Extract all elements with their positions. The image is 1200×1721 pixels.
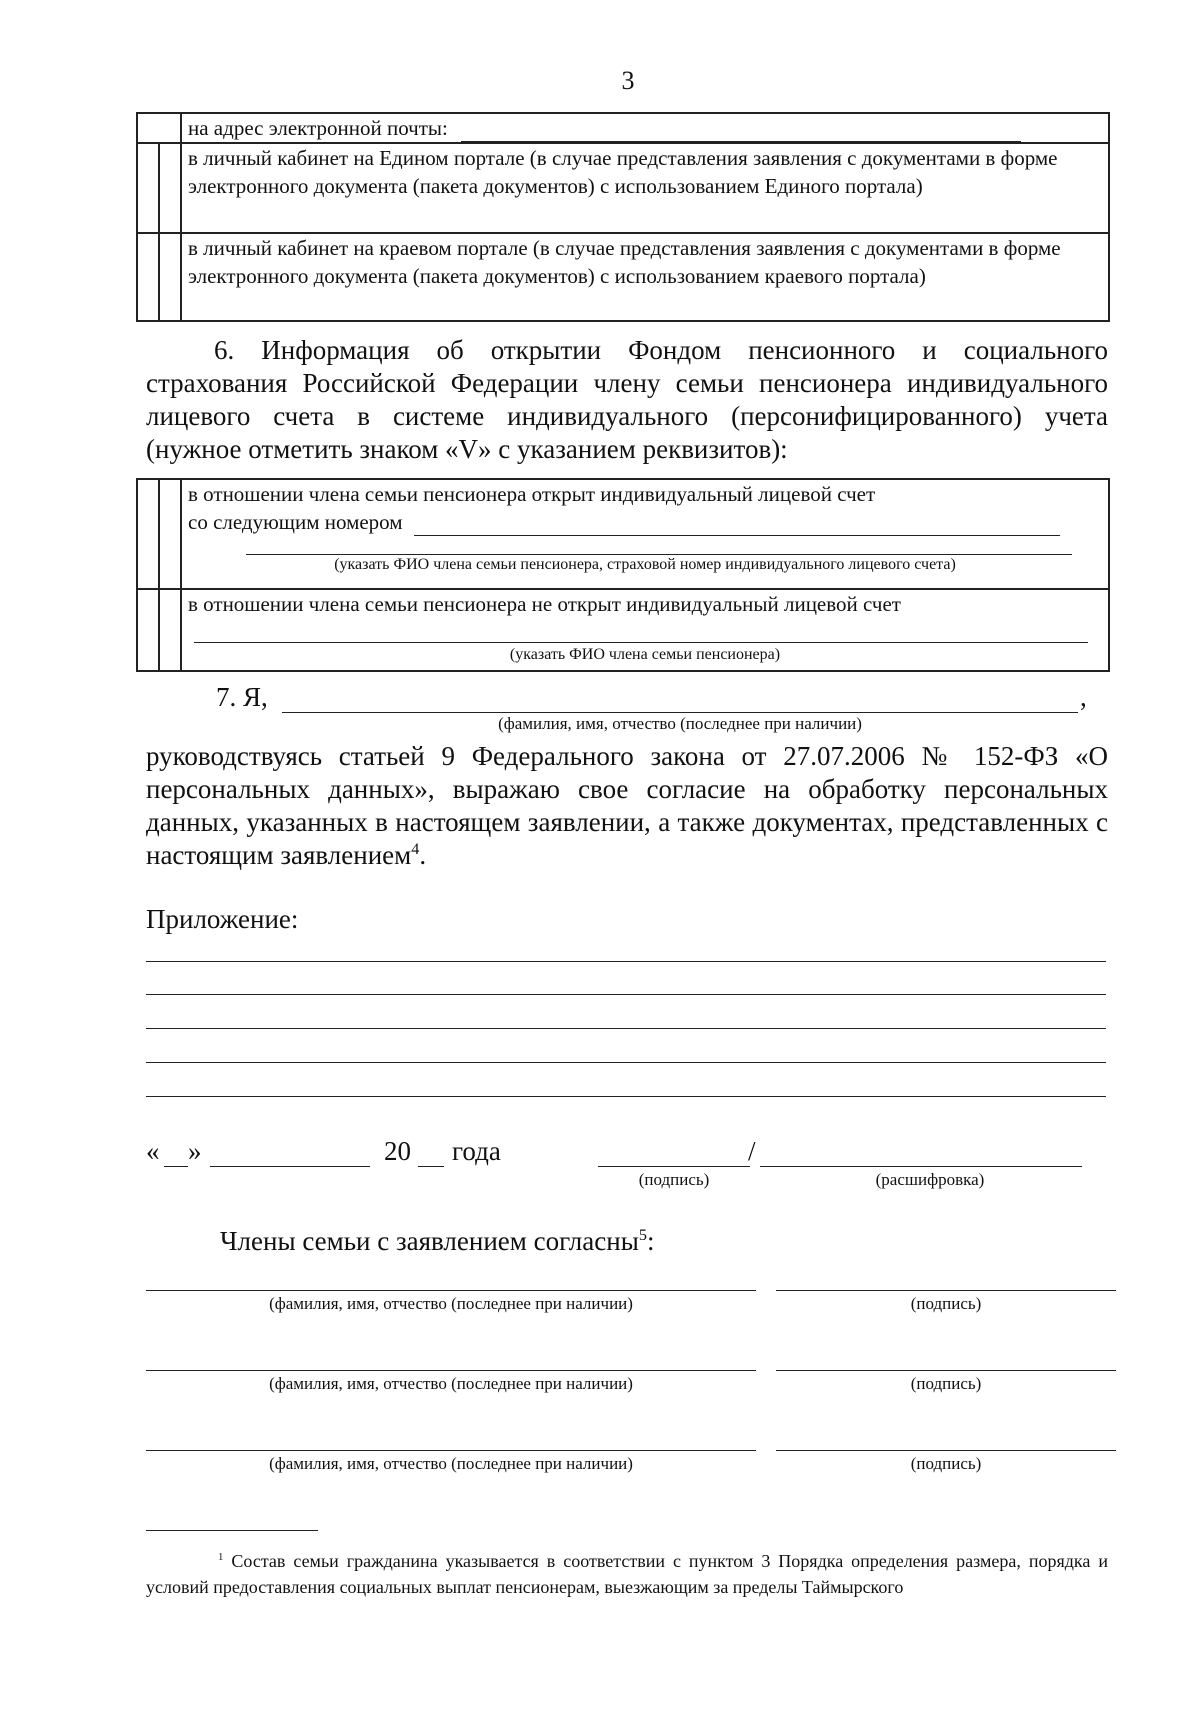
year-suffix: года [452,1136,501,1166]
section-7-comma: , [1080,682,1087,712]
account-not-open-label: в отношении члена семьи пенсионера не открыт индивидуальный лицевой счет [188,592,901,616]
date-day-field[interactable] [164,1166,188,1167]
consent-paragraph [146,740,1108,872]
account-number-field[interactable] [414,535,1060,536]
table-row [137,143,1109,233]
family-sign-field-1[interactable] [776,1290,1116,1291]
delivery-option-email [181,113,1109,143]
table-row [137,479,1109,589]
account-table [136,478,1110,672]
checkbox-cell[interactable] [137,233,181,321]
page-number: 3 [621,66,635,95]
family-name-field-3[interactable] [146,1450,756,1451]
family-sign-field-3[interactable] [776,1450,1116,1451]
table-row [137,233,1109,321]
table-row [137,589,1109,671]
family-name-field-1[interactable] [146,1290,756,1291]
family-name-field-2[interactable] [146,1370,756,1371]
section-6-text: 6. Информация об открытии Фондом пенсионного и социального страхования Российской Федерации члену семьи пенсионера индивидуального лицевого счета в системе индивидуального (персонифицированного) учета (нужное отметить знаком «V» с указанием реквизитов): [146,335,1108,464]
account-not-open-caption: (указать ФИО члена семьи пенсионера) [509,646,781,663]
checkbox-cell[interactable] [137,589,181,671]
signature-caption: (подпись) [638,1170,710,1189]
attachment-line-5[interactable] [146,1096,1106,1097]
email-field[interactable] [461,141,1021,142]
decode-caption: (расшифровка) [875,1170,985,1189]
footnote-ref-5: 5 [638,1226,647,1244]
delivery-option-regional-portal: в личный кабинет на краевом портале (в случае представления заявления с документами в форме электронного документа (пакета документов) с использованием краевого портала) [181,233,1109,321]
family-sign-caption: (подпись) [910,1294,982,1313]
family-sign-caption: (подпись) [910,1374,982,1393]
footnote-1 [146,1548,1108,1600]
account-open-label: в отношении члена семьи пенсионера открыт индивидуальный лицевой счет [188,482,876,506]
footnote-separator [146,1530,318,1531]
attachment-line-2[interactable] [146,994,1106,995]
attachment-line-3[interactable] [146,1028,1106,1029]
signature-field[interactable] [598,1166,750,1167]
year-prefix: 20 [384,1136,411,1166]
account-not-open-option [181,589,1109,671]
family-name-caption: (фамилия, имя, отчество (последнее при наличии) [269,1374,633,1393]
attachment-label: Приложение: [146,904,299,934]
footnote-ref-4: 4 [411,840,420,858]
delivery-method-table [136,112,1110,322]
family-name-caption: (фамилия, имя, отчество (последнее при наличии) [269,1454,633,1473]
delivery-option-label: на адрес электронной почты: [188,116,448,140]
date-quote-open: « [146,1136,160,1166]
family-sign-caption: (подпись) [910,1454,982,1473]
attachment-line-4[interactable] [146,1062,1106,1063]
account-open-option [181,479,1109,589]
family-name-caption: (фамилия, имя, отчество (последнее при наличии) [269,1294,633,1313]
date-year-field[interactable] [418,1166,444,1167]
family-title-colon: : [646,1226,655,1256]
table-row [137,113,1109,143]
signature-slash: / [748,1136,756,1166]
date-month-field[interactable] [210,1166,370,1167]
applicant-name-caption: (фамилия, имя, отчество (последнее при наличии) [498,714,862,733]
account-open-caption: (указать ФИО члена семьи пенсионера, страховой номер индивидуального лицевого счета) [334,556,956,573]
checkbox-cell[interactable] [137,113,181,143]
checkbox-cell[interactable] [137,479,181,589]
account-number-label: со следующим номером [188,510,403,534]
member-name-field[interactable] [194,622,1088,643]
consent-text: руководствуясь статьей 9 Федерального закона от 27.07.2006 № 152-ФЗ «О персональных данных», выражаю свое согласие на обработку персональных данных, указанных в настоящем заявлении, а также документах, представленных с настоящим заявлением [146,741,1108,870]
family-title-text: Члены семьи с заявлением согласны [220,1226,639,1256]
footnote-text: Состав семьи гражданина указывается в соответствии с пунктом 3 Порядка определения размера, порядка и условий предоставления социальных выплат пенсионерам, выезжающим за пределы Таймырского [146,1551,1108,1597]
consent-end: . [419,840,427,870]
applicant-name-field[interactable] [282,712,1078,713]
family-consent-title [220,1226,654,1257]
decode-field[interactable] [760,1166,1082,1167]
section-7-prefix: 7. Я, [216,682,268,712]
checkbox-cell[interactable] [137,143,181,233]
account-holder-field[interactable] [246,542,1072,555]
attachment-line-1[interactable] [146,961,1106,962]
delivery-option-unified-portal: в личный кабинет на Едином портале (в случае представления заявления с документами в форме электронного документа (пакета документов) с использованием Единого портала) [181,143,1109,233]
footnote-number: 1 [218,1551,224,1563]
family-sign-field-2[interactable] [776,1370,1116,1371]
date-quote-close: » [188,1136,202,1166]
